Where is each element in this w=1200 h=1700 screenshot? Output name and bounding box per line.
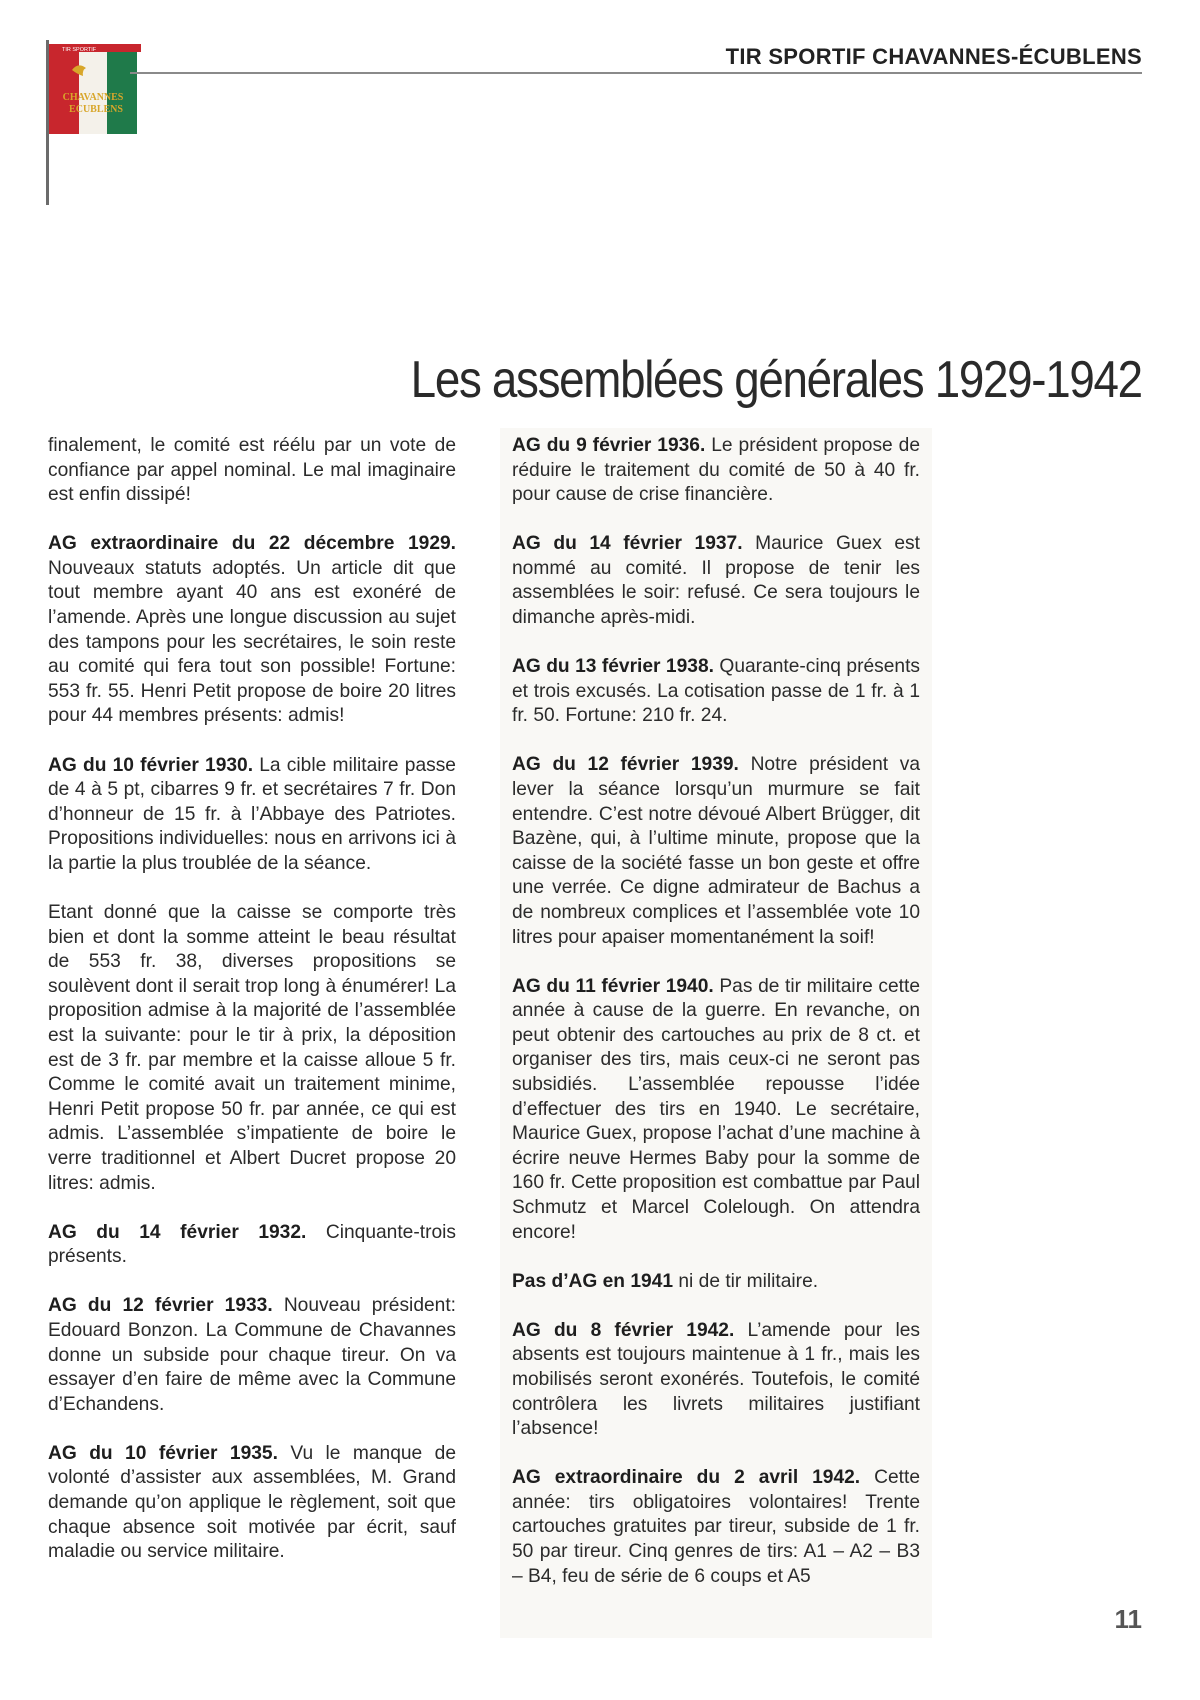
paragraph: AG du 10 février 1935. Vu le manque de volonté d’assister aux assemblées, M. Grand demande qu’on applique le règlement, soit que chaque absence soit motivée par écrit, sauf maladie ou service militaire.: [48, 1442, 456, 1563]
paragraph: finalement, le comité est réélu par un vote de confiance par appel nominal. Le mal imaginaire est enfin dissipé!: [48, 435, 456, 506]
paragraph: AG du 12 février 1939. Notre président va lever la séance lorsqu’un murmure se fait entendre. C’est notre dévoué Albert Brügger, dit Bazène, qui, à l’ultime minute, propose que la caisse de la société fasse un bon geste et offre une verrée. Ce digne admirateur de Bachus a de nombreux complices et l’assemblée vote 10 litres pour apaiser momentanément la soif!: [512, 754, 920, 948]
header-title: TIR SPORTIF CHAVANNES-ÉCUBLENS: [725, 44, 1142, 69]
left-column: [48, 434, 456, 1589]
header-rule: [130, 72, 1142, 74]
club-flag-logo: [46, 40, 156, 205]
paragraph: AG du 9 février 1936. Le président propose de réduire le traitement du comité de 50 à 40 fr. pour cause de crise financière.: [512, 435, 920, 506]
paragraph: AG du 12 février 1933. Nouveau président: Edouard Bonzon. La Commune de Chavannes donne un subside pour chaque tireur. On va essayer d’en faire de même avec la Commune d’Echandens.: [48, 1295, 456, 1415]
paragraph: Pas d’AG en 1941 ni de tir militaire.: [512, 1270, 819, 1292]
paragraph: AG du 11 février 1940. Pas de tir militaire cette année à cause de la guerre. En revanche, on peut obtenir des cartouches au prix de 8 ct. et organiser des tirs, mais ceux-ci ne seront pas subsidiés. L’assemblée repousse l’idée d’effectuer des tirs en 1940. Le secrétaire, Maurice Guex, propose l’achat d’une machine à écrire neuve Hermes Baby pour la somme de 160 fr. Cette proposition est combattue par Paul Schmutz et Marcel Colelough. On attendra encore!: [512, 975, 920, 1243]
paragraph: AG du 14 février 1937. Maurice Guex est nommé au comité. Il propose de tenir les assemblées le soir: refusé. Ce sera toujours le dimanche après-midi.: [512, 533, 920, 629]
paragraph: AG du 13 février 1938. Quarante-cinq présents et trois excusés. La cotisation passe de 1 fr. à 1 fr. 50. Fortune: 210 fr. 24.: [512, 656, 920, 727]
flag-text-line1: CHAVANNES: [62, 92, 124, 103]
paragraph: AG du 8 février 1942. L’amende pour les absents est toujours maintenue à 1 fr., mais les mobilisés seront exonérés. Toutefois, le comité contrôlera les livrets militaires justifiant l’absence!: [512, 1319, 920, 1440]
paragraph: Etant donné que la caisse se comporte très bien et dont la somme atteint le beau résultat de 553 fr. 38, diverses propositions se soulèvent dont il serait trop long à énumérer! La proposition admise à la majorité de l’assemblée est la suivante: pour le tir à prix, la déposition est de 3 fr. par membre et la caisse alloue 5 fr. Comme le comité avait un traitement minime, Henri Petit propose 50 fr. par année, ce qui est admis. L’assemblée s’impatiente de boire le verre traditionnel et Albert Ducret propose 20 litres: admis.: [48, 902, 456, 1194]
flag-green-band: [107, 48, 137, 134]
flag-white-band: [79, 48, 107, 134]
flag-pole: [46, 40, 49, 205]
paragraph: AG du 14 février 1932. Cinquante-trois présents.: [48, 1221, 456, 1268]
flag-banner-text: TIR SPORTIF: [62, 47, 97, 53]
paragraph: AG extraordinaire du 2 avril 1942. Cette année: tirs obligatoires volontaires! Trente cartouches gratuites par tireur, subside de 1 fr. 50 par tireur. Cinq genres de tirs: A1 – A2 – B3 – B4, feu de série de 6 coups et A5: [512, 1467, 920, 1587]
paragraph: AG extraordinaire du 22 décembre 1929. Nouveaux statuts adoptés. Un article dit que tout membre ayant 40 ans est exonéré de l’amende. Après une longue discussion au sujet des tampons pour les secrétaires, le soin reste au comité qui fera tout son possible! Fortune: 553 fr. 55. Henri Petit propose de boire 20 litres pour 44 membres présents: admis!: [48, 533, 456, 727]
flag-text-line2: ECUBLENS: [69, 104, 123, 115]
right-column: [512, 434, 920, 1614]
paragraph: AG du 10 février 1930. La cible militaire passe de 4 à 5 pt, cibarres 9 fr. et secrétaires 7 fr. Don d’honneur de 15 fr. à l’Abbaye des Patriotes. Propositions individuelles: nous en arrivons ici à la partie la plus troublée de la séance.: [48, 754, 456, 874]
flag-red-band: [49, 48, 79, 134]
page-number: 11: [1114, 1604, 1142, 1634]
section-title: Les assemblées générales 1929-1942: [410, 351, 1142, 409]
